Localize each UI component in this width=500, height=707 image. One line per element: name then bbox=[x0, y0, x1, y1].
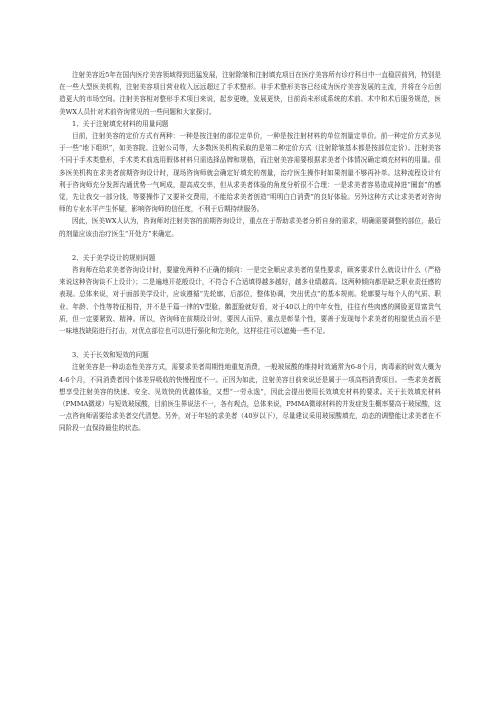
section-2-paragraph-1: 咨询师在给求美者咨询设计时，要避免两种不正确的倾向：一是完全顺应求美者的显性要求，顾客要求什么就设计什么（严格来说这种咨询谈不上设计）；二是遍地开花般设计，不符合不合适填得越多越好，越多业绩越高。这两种倾向都是缺乏职业责任感的表现。总体来说，对于面部美学设计，应该遵循“先轮廓，后部位，整体协调，突出优点”的基本规则。轮廓要与每个人的气质、职业、年龄、个性等特征相符，并不是千篇一律的V型脸、鹅蛋脸就好看，对于40以上的中年女性，往往有些肉感的圆脸更显富贵气质，但一定要紧致、精神。所以，咨询师在前期设计时，要因人而异，重点是彰显个性，要善于发现每个求美者的相貌优点而不是一味地找缺陷进行打击，对优点部位也可以进行强化和完美化，这样往往可以遮掩一些不足。 bbox=[59, 266, 441, 336]
intro-paragraph: 注射美容近5年在国内医疗美容领域得到迅猛发展，注射除皱和注射填充项目在医疗美容所有诊疗科目中一直稳居前列，特别是在一些大型医美机构，注射美容项目营业收入远远超过了手术整形。非手术整形美容已经成为医疗美容发展的主流，并将在今后创造更大的市场空间。注射美容相对整形手术项目来说，起步更晚，发展更快，目前尚未形成系统的术前、术中和术后服务规范，医美WX人员针对术前咨询常见的一些问题和大家探讨。 bbox=[59, 71, 441, 116]
section-3-heading: 3、关于长效和短效的问题 bbox=[72, 351, 149, 360]
section-spacer bbox=[59, 337, 441, 349]
section-1-heading: 1、关于注射填充材料的用量问题 bbox=[72, 119, 169, 128]
section-3-paragraph-1: 注射美容是一种动态性美容方式，需要求美者周期性地重复消费，一般玻尿酸的维持时效通常为6-8个月，肉毒素的时效大概为4-6个月，不同消费者因个体差异吸收的快慢程度不一。正因为如此，注射美容目前来说还是属于一项高档消费项目。一些求美者既想享受注射美容的快速、安全、见效快的优越体验，又想“一劳永逸”，因此会提出使用长效填充材料的要求。关于长效填充材料（PMMA微球）与短效玻尿酸，目前医生界说法不一，各有观点，总体来说，PMMA微球材料的并发症发生概率要高于玻尿酸，这一点咨询师需要给求美者交代清楚。另外，对于年轻的求美者（40岁以下），尽量建议采用玻尿酸填充，动态的调整能让求美者在不同阶段一直保持最佳的状态。 bbox=[59, 363, 441, 433]
section-1-paragraph-1: 目前，注射美容的定价方式有两种：一种是按注射的部位定单价，一种是按注射材料的单位剂量定单价。前一种定价方式多见于一些“地下组织”，如美容院、注射公司等，大多数医美机构采取的是第二种定价方式（注射除皱基本都是按部位定价）。注射美容不同于手术类整形，手术类术前选用假体材料只需选择品牌和规格，而注射美容需要根据求美者个体情况确定填充材料的用量。很多医美机构在求美者前期咨询设计时，现场咨询师就会确定好填充的剂量，治疗医生操作时如果剂量不够再补单。这种流程设计有利于咨询师充分发挥沟通优势一气呵成，提高成交率，但从求美者体验的角度分析很不合理：一是求美者容易造成掉进“圈套”的感觉，先让我交一部分钱，等要操作了又要补交费用，不能给求美者创造“明明白白消费”的良好体验。另外这种方式让求美者对咨询师的专业水平产生怀疑，影响咨询师的信任度，不利于后期持续服务。 bbox=[59, 132, 441, 214]
section-1-paragraph-2: 因此，医美WX人认为，咨询师对注射美容的前期咨询设计，重点在于帮助求美者分析自身的需求，明确需要调整的部位，最后的剂量应该由治疗医生“开处方”来确定。 bbox=[59, 217, 441, 238]
document-body bbox=[59, 69, 441, 435]
section-spacer bbox=[59, 240, 441, 252]
section-2-heading: 2、关于美学设计的规则问题 bbox=[72, 253, 156, 262]
